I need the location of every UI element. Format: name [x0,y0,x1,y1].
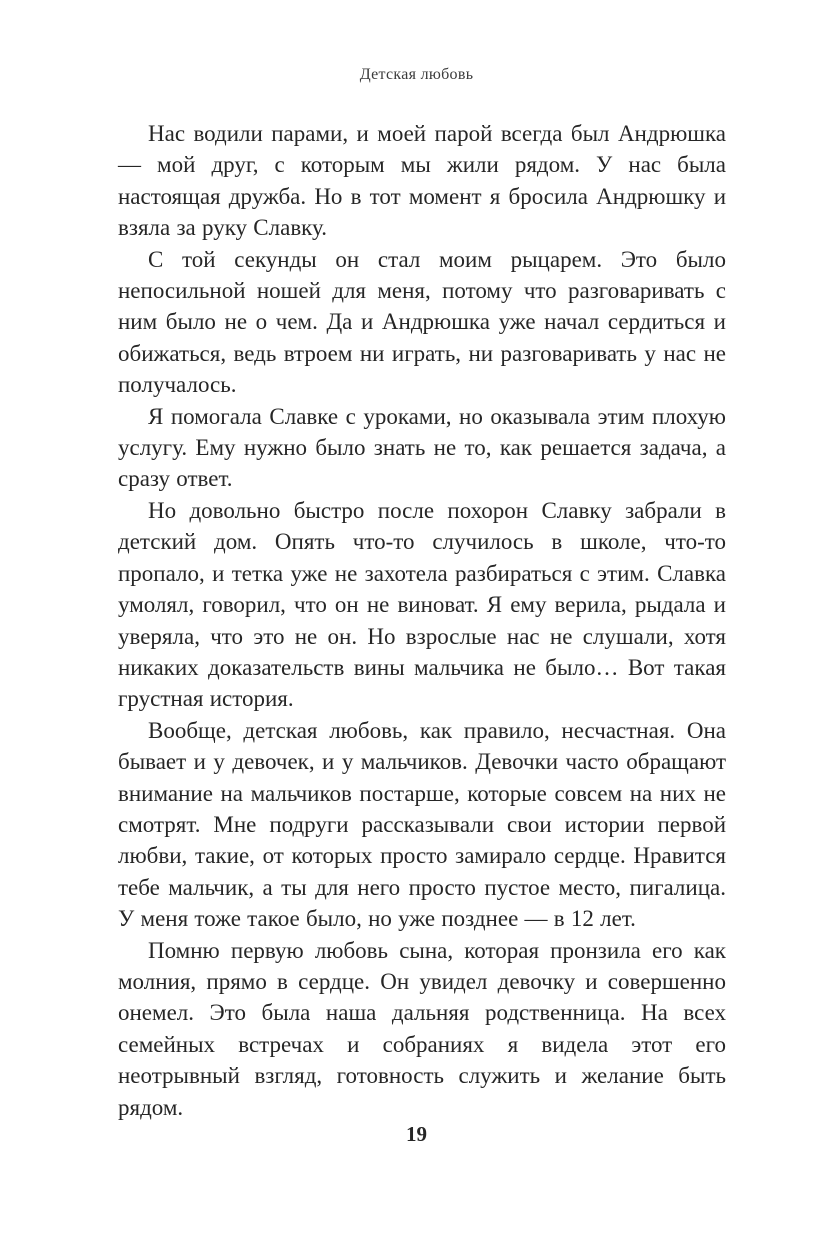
paragraph: Я помогала Славке с уроками, но оказывала этим плохую услугу. Ему нужно было знать не то, как решается задача, а сразу ответ. [118,403,726,492]
page-number: 19 [406,1122,427,1146]
paragraph: С той секунды он стал моим рыцарем. Это было непосильной ношей для меня, потому что разговаривать с ним было не о чем. Да и Андрюшка уже начал сердиться и обижаться, ведь втроем ни играть, ни разговаривать у нас не получалось. [118,246,726,398]
running-header: Детская любовь [359,66,474,83]
paragraph: Но довольно быстро после похорон Славку забрали в детский дом. Опять что-то случилось в школе, что-то пропало, и тетка уже не захотела разбираться с этим. Славка умолял, говорил, что он не виноват. Я ему верила, рыдала и уверяла, что это не он. Но взрослые нас не слушали, хотя никаких доказательств вины мальчика не было… Вот такая грустная история. [118,497,726,712]
paragraph: Нас водили парами, и моей парой всегда был Андрюшка — мой друг, с которым мы жили рядом. У нас была настоящая дружба. Но в тот момент я бросила Андрюшку и взяла за руку Славку. [118,121,726,241]
body-text [118,118,726,1123]
paragraph: Вообще, детская любовь, как правило, несчастная. Она бывает и у девочек, и у мальчиков. Девочки часто обращают внимание на мальчиков постарше, которые совсем на них не смотрят. Мне подруги рассказывали свои истории первой любви, такие, от которых просто замирало сердце. Нравится тебе мальчик, а ты для него просто пустое место, пигалица. У меня тоже такое было, но уже позднее — в 12 лет. [118,717,726,932]
paragraph: Помню первую любовь сына, которая пронзила его как молния, прямо в сердце. Он увидел девочку и совершенно онемел. Это была наша дальняя родственница. На всех семейных встречах и собраниях я видела этот его неотрывный взгляд, готовность служить и желание быть рядом. [118,937,726,1120]
